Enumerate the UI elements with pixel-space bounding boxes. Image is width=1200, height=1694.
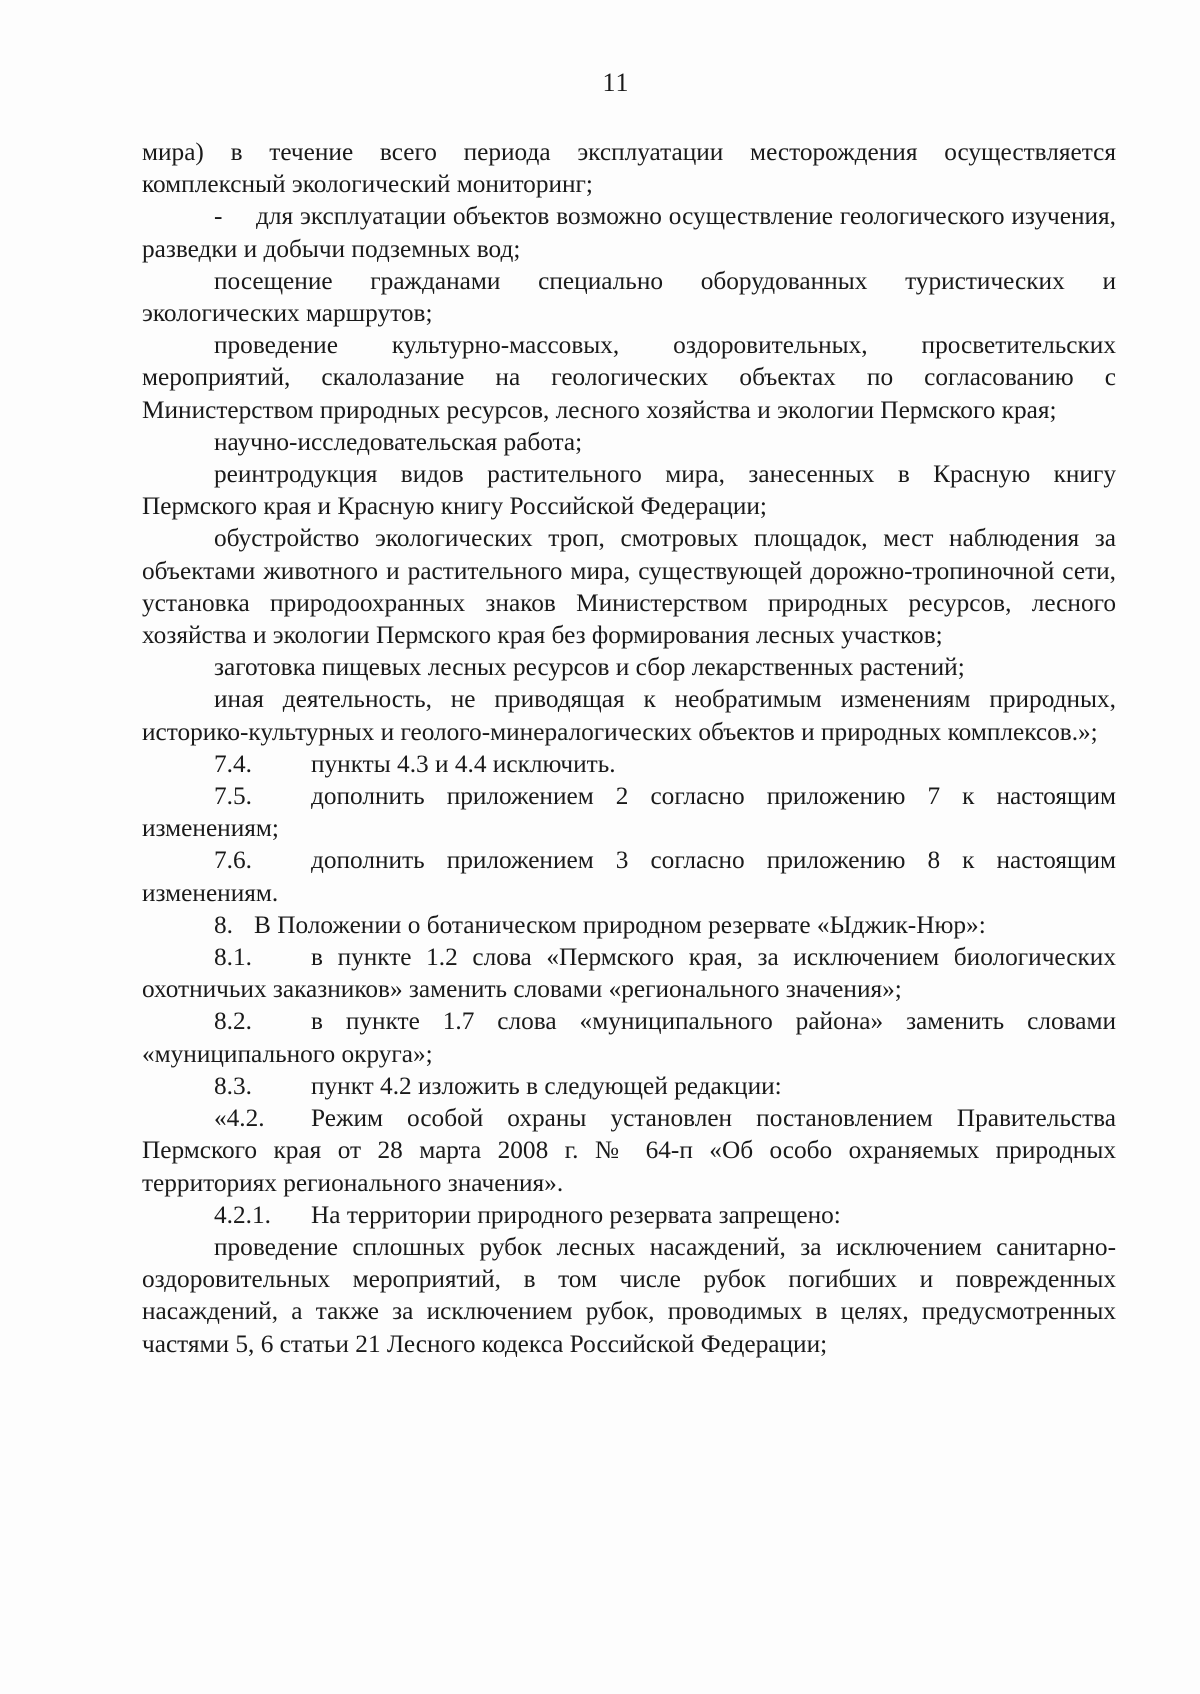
- paragraph: проведение сплошных рубок лесных насаждений, за исключением санитарно-оздоровительных мероприятий, в том числе рубок погибших и поврежденных насаждений, а также за исключением рубок, проводимых в целях, предусмотренных частями 5, 6 статьи 21 Лесного кодекса Российской Федерации;: [142, 1232, 1116, 1358]
- dash-marker: -: [214, 202, 223, 231]
- dash-list-item: [142, 200, 1116, 264]
- paragraph: иная деятельность, не приводящая к необратимым изменениям природных, историко-культурных и геолого-минералогических объектов и природных комплексов.»;: [142, 685, 1116, 746]
- numbered-clause: [142, 1199, 1116, 1231]
- clause-text: в пункте 1.7 слова «муниципального района» заменить словами «муниципального округа»;: [142, 1007, 1116, 1068]
- clause-number: 7.4.: [214, 749, 252, 778]
- clause-number: 7.5.: [214, 782, 252, 811]
- clause-text: На территории природного резервата запрещено:: [311, 1200, 841, 1229]
- clause-number: 8.: [214, 910, 233, 939]
- clause-text: В Положении о ботаническом природном резервате «Ыджик-Нюр»:: [254, 910, 986, 939]
- paragraph: реинтродукция видов растительного мира, занесенных в Красную книгу Пермского края и Красную книгу Российской Федерации;: [142, 460, 1116, 521]
- clause-number: 4.2.1.: [214, 1200, 271, 1229]
- numbered-clause: [142, 1005, 1116, 1069]
- paragraph: проведение культурно-массовых, оздоровительных, просветительских мероприятий, скалолазание на геологических объектах по согласованию с Министерством природных ресурсов, лесного хозяйства и экологии Пермского края;: [142, 331, 1116, 424]
- numbered-clause: [142, 1070, 1116, 1102]
- clause-number: 8.3.: [214, 1071, 252, 1100]
- paragraph: мира) в течение всего периода эксплуатации месторождения осуществляется комплексный экологический мониторинг;: [142, 138, 1116, 199]
- paragraph-text: для эксплуатации объектов возможно осуществление геологического изучения, разведки и добычи подземных вод;: [142, 202, 1116, 263]
- clause-number: «4.2.: [214, 1104, 265, 1133]
- numbered-clause: [142, 941, 1116, 1005]
- document-body: [142, 136, 1116, 1360]
- clause-number: 7.6.: [214, 846, 252, 875]
- clause-text: пункт 4.2 изложить в следующей редакции:: [311, 1071, 782, 1100]
- paragraph: обустройство экологических троп, смотровых площадок, мест наблюдения за объектами животного и растительного мира, существующей дорожно-тропиночной сети, установка природоохранных знаков Министерством природных ресурсов, лесного хозяйства и экологии Пермского края без формирования лесных участков;: [142, 524, 1116, 650]
- numbered-clause: [142, 844, 1116, 908]
- numbered-clause: [142, 748, 1116, 780]
- paragraph: заготовка пищевых лесных ресурсов и сбор лекарственных растений;: [214, 653, 965, 682]
- numbered-clause: [142, 1102, 1116, 1199]
- clause-number: 8.2.: [214, 1007, 252, 1036]
- clause-text: в пункте 1.2 слова «Пермского края, за исключением биологических охотничьих заказников» заменить словами «регионального значения»;: [142, 943, 1116, 1004]
- clause-text: дополнить приложением 2 согласно приложению 7 к настоящим изменениям;: [142, 782, 1116, 843]
- numbered-clause: [142, 780, 1116, 844]
- clause-text: Режим особой охраны установлен постановлением Правительства Пермского края от 28 марта 2008 г. № 64-п «Об особо охраняемых природных территориях регионального значения».: [142, 1104, 1116, 1197]
- paragraph: научно-исследовательская работа;: [214, 427, 583, 456]
- numbered-clause: [142, 909, 1116, 941]
- paragraph: посещение гражданами специально оборудованных туристических и экологических маршрутов;: [142, 266, 1116, 328]
- clause-text: дополнить приложением 3 согласно приложению 8 к настоящим изменениям.: [142, 846, 1116, 907]
- clause-text: пункты 4.3 и 4.4 исключить.: [311, 749, 616, 778]
- page-number: 11: [602, 68, 630, 97]
- clause-number: 8.1.: [214, 943, 252, 972]
